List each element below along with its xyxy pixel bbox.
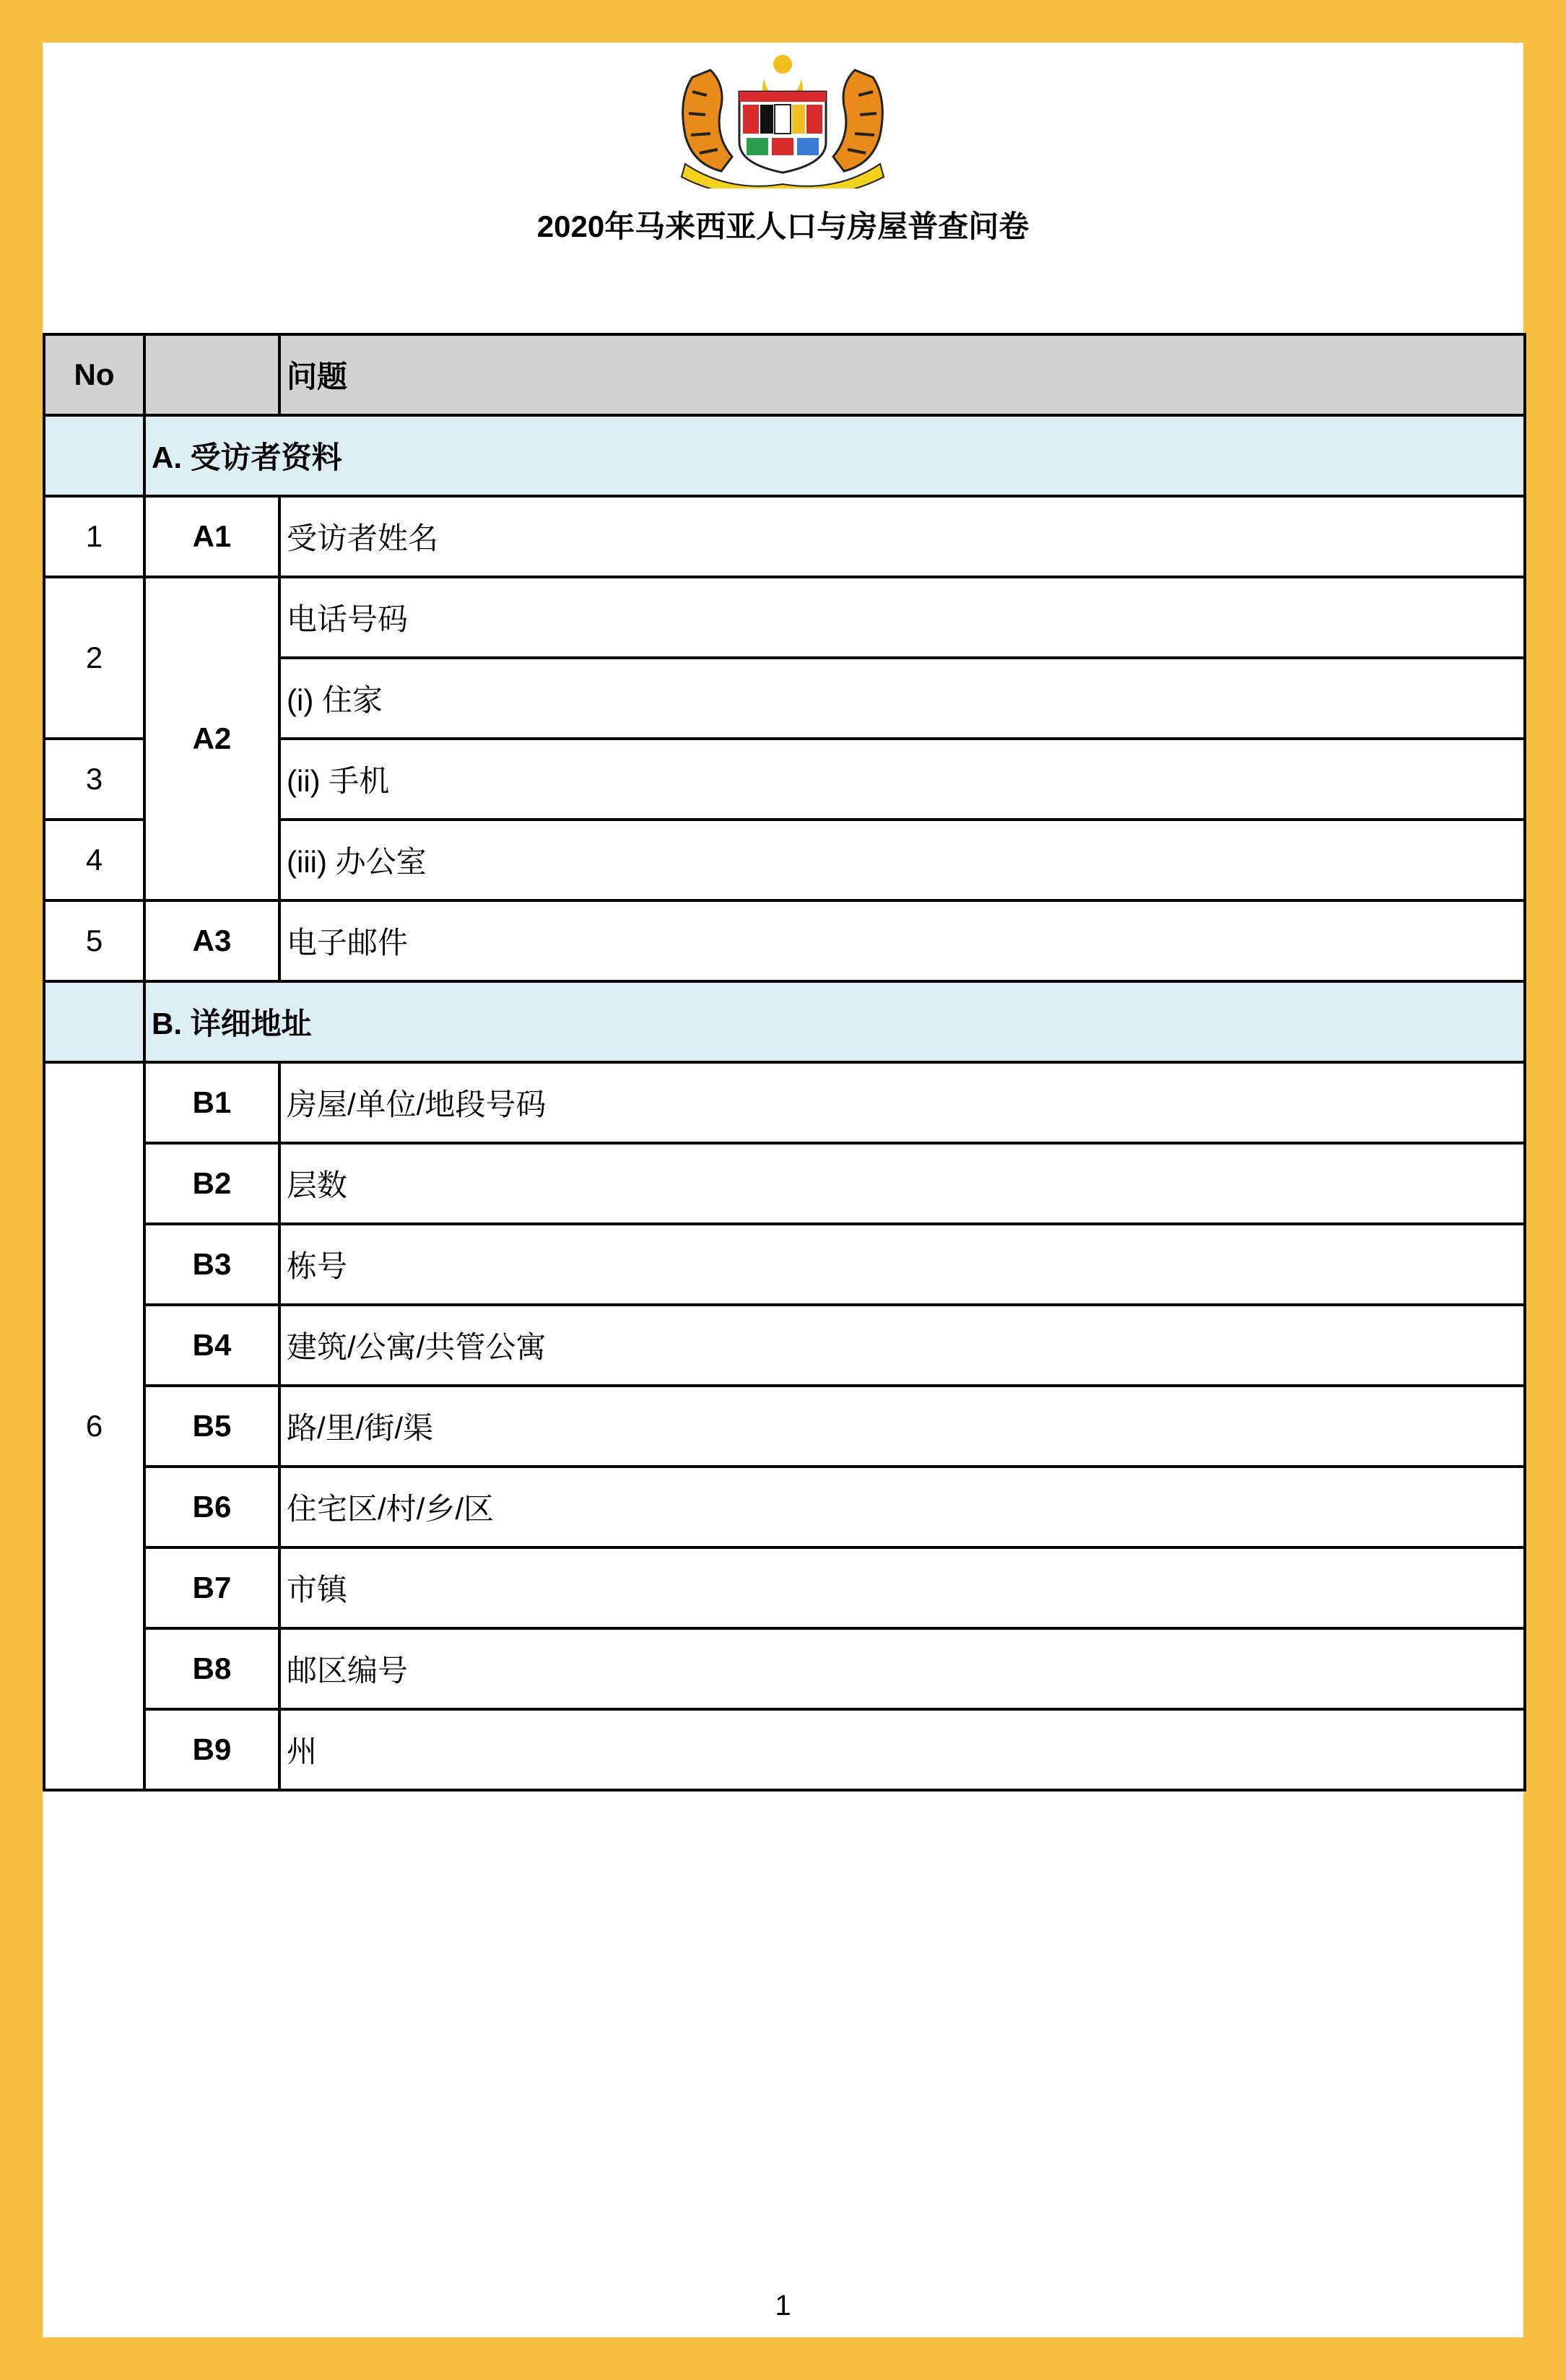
coat-of-arms-icon <box>671 48 895 188</box>
row-no: 6 <box>44 1062 144 1790</box>
document-title: 2020年马来西亚人口与房屋普查问卷 <box>536 209 1030 243</box>
section-row-b <box>44 981 1525 1062</box>
row-question: (i) 住家 <box>279 658 1525 739</box>
header-no: No <box>44 334 144 415</box>
section-b-title: B. 详细地址 <box>144 981 1525 1062</box>
row-no: 1 <box>44 496 144 577</box>
row-question: (ii) 手机 <box>279 739 1525 820</box>
row-question: 层数 <box>279 1143 1525 1224</box>
row-no: 5 <box>44 900 144 981</box>
table-row <box>44 1386 1525 1467</box>
row-question: (iii) 办公室 <box>279 820 1525 900</box>
section-a-title: A. 受访者资料 <box>144 415 1525 496</box>
table-row <box>44 577 1525 658</box>
row-code: B7 <box>144 1547 279 1628</box>
row-code: B3 <box>144 1224 279 1305</box>
row-no: 2 <box>44 577 144 739</box>
table-row <box>44 1547 1525 1628</box>
row-code: A3 <box>144 900 279 981</box>
questionnaire-table <box>43 333 1526 1791</box>
table-row <box>44 1143 1525 1224</box>
row-no: 4 <box>44 820 144 900</box>
table-row <box>44 1305 1525 1386</box>
row-code: B4 <box>144 1305 279 1386</box>
row-question: 住宅区/村/乡/区 <box>279 1467 1525 1547</box>
table-row <box>44 496 1525 577</box>
row-question: 栋号 <box>279 1224 1525 1305</box>
header-code <box>144 334 279 415</box>
row-question: 受访者姓名 <box>279 496 1525 577</box>
table-row <box>44 1709 1525 1790</box>
row-code: B1 <box>144 1062 279 1143</box>
row-question: 房屋/单位/地段号码 <box>279 1062 1525 1143</box>
row-no: 3 <box>44 739 144 820</box>
row-code: B5 <box>144 1386 279 1467</box>
table-row <box>44 1062 1525 1143</box>
header-question: 问题 <box>279 334 1525 415</box>
row-question: 电话号码 <box>279 577 1525 658</box>
row-code: B9 <box>144 1709 279 1790</box>
row-question: 邮区编号 <box>279 1628 1525 1709</box>
row-code: A2 <box>144 577 279 900</box>
section-row-a <box>44 415 1525 496</box>
row-question: 州 <box>279 1709 1525 1790</box>
section-a-spacer <box>44 415 144 496</box>
row-code: A1 <box>144 496 279 577</box>
table-row <box>44 1467 1525 1547</box>
table-row <box>44 900 1525 981</box>
table-row <box>44 1628 1525 1709</box>
row-code: B8 <box>144 1628 279 1709</box>
row-question: 电子邮件 <box>279 900 1525 981</box>
row-code: B6 <box>144 1467 279 1547</box>
row-question: 市镇 <box>279 1547 1525 1628</box>
document-page <box>43 43 1523 2337</box>
page-number: 1 <box>775 2290 791 2322</box>
row-code: B2 <box>144 1143 279 1224</box>
table-header-row <box>44 334 1525 415</box>
section-b-spacer <box>44 981 144 1062</box>
row-question: 路/里/街/渠 <box>279 1386 1525 1467</box>
table-row <box>44 1224 1525 1305</box>
row-question: 建筑/公寓/共管公寓 <box>279 1305 1525 1386</box>
